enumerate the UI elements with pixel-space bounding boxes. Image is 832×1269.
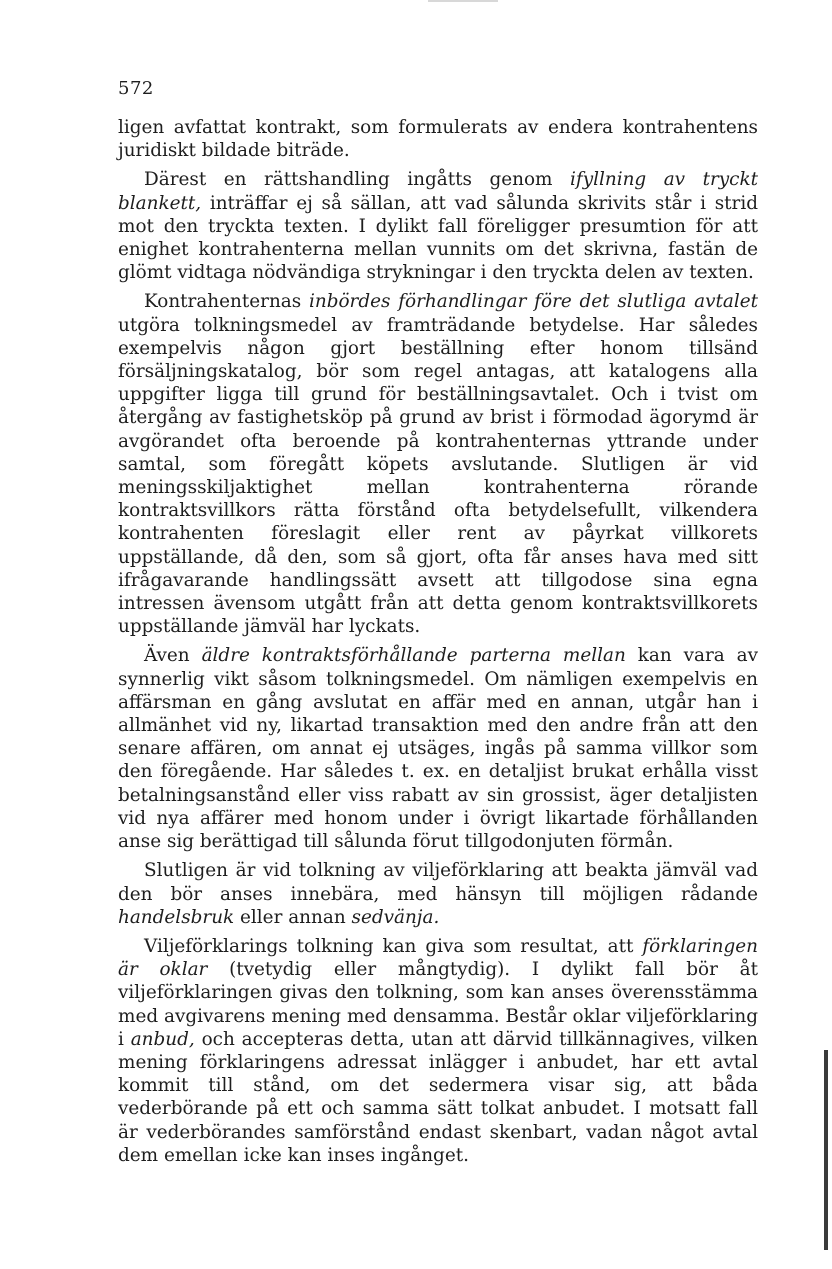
paragraph <box>118 935 758 1167</box>
italic-term: äldre kontraktsförhållande parterna mellan <box>201 645 626 667</box>
italic-term: förklaringen är oklar <box>118 935 758 981</box>
paragraph <box>118 116 758 162</box>
text-run: eller annan <box>234 906 352 928</box>
page-number: 572 <box>118 78 154 99</box>
text-run: Därest en rättshandling ingåtts genom <box>144 169 571 191</box>
text-run: inträffar ej så sällan, att vad sålunda skrivits står i strid mot den tryckta texten. I dylikt fall föreligger presumtion för att enighet kontrahenterna mellan vunnits om det skrivna, fastän de glömt vidtaga nödvändiga strykningar i den tryckta delen av texten. <box>118 192 758 284</box>
body-text <box>118 116 758 1167</box>
text-run: Kontrahenternas <box>144 291 309 313</box>
text-run: och accepteras detta, utan att därvid tillkännagives, vilken mening förklaringens adressat inlägger i anbudet, har ett avtal kommit till stånd, om det sedermera visar sig, att båda vederbörande på ett och samma sätt tolkat anbudet. I motsatt fall är vederbörandes samförstånd endast skenbart, vadan något avtal dem emellan icke kan inses ingånget. <box>118 1028 758 1166</box>
text-run: (tvetydig eller mångtydig). I dylikt fall bör åt viljeförklaringen givas den tolkning, som kan anses överensstämma med avgivarens mening med densamma. Består oklar viljeförklaring i <box>118 959 758 1050</box>
text-run: utgöra tolkningsmedel av framträdande betydelse. Har således exempelvis någon gjort beställning efter honom tillsänd försäljningskatalog, bör som regel antagas, att katalogens alla uppgifter ligga till grund för beställningsavtalet. Och i tvist om återgång av fastighetsköp på grund av brist i förmodad ägorymd är avgörandet ofta beroende på kontrahenternas yttrande under samtal, som föregått köpets avslutande. Slutligen är vid meningsskiljaktighet mellan kontrahenterna rörande kontraktsvillkors rätta förstånd ofta betydelsefullt, vilkendera kontrahenten föreslagit eller rent av påyrkat villkorets uppställande, då den, som så gjort, ofta får anses hava med sitt ifrågavarande handlingssätt avsett att tillgodose sina egna intressen ävensom utgått från att detta genom kontraktsvillkorets uppställande jämväl har lyckats. <box>118 314 758 638</box>
paragraph <box>118 168 758 284</box>
paragraph <box>118 290 758 638</box>
scan-edge-mark <box>824 1050 828 1250</box>
text-run: Slutligen är vid tolkning av viljeförklaring att beakta jämväl vad den bör anses innebära, med hänsyn till möjligen rådande <box>118 860 758 905</box>
text-run: kan vara av synnerlig vikt såsom tolkningsmedel. Om nämligen exempelvis en affärsman en gång avslutat en affär med en annan, utgår han i allmänhet vid ny, likartad transaktion med den andre från att den senare affären, om annat ej utsäges, ingås på samma villkor som den föregående. Har således t. ex. en detaljist brukat erhålla visst betalningsanstånd eller viss rabatt av sin grossist, äger detaljisten vid nya affärer med honom under i övrigt likartade förhållanden anse sig berättigad till sålunda förut tillgodonjuten förmån. <box>118 645 758 853</box>
italic-term: handelsbruk <box>118 906 235 928</box>
italic-term: anbud, <box>130 1028 195 1050</box>
italic-term: ifyllning av tryckt blankett, <box>118 169 758 214</box>
text-run: Viljeförklarings tolkning kan giva som resultat, att <box>144 935 643 957</box>
text-run: Även <box>144 645 202 667</box>
italic-term: inbördes förhandlingar före det slutliga avtalet <box>308 291 759 313</box>
paragraph <box>118 644 758 853</box>
paragraph <box>118 859 758 929</box>
text-run: ligen avfattat kontrakt, som formulerats av endera kontrahentens juridiskt bildade biträde. <box>118 117 758 162</box>
scan-top-rule <box>428 0 498 2</box>
italic-term: sedvänja. <box>351 906 440 928</box>
